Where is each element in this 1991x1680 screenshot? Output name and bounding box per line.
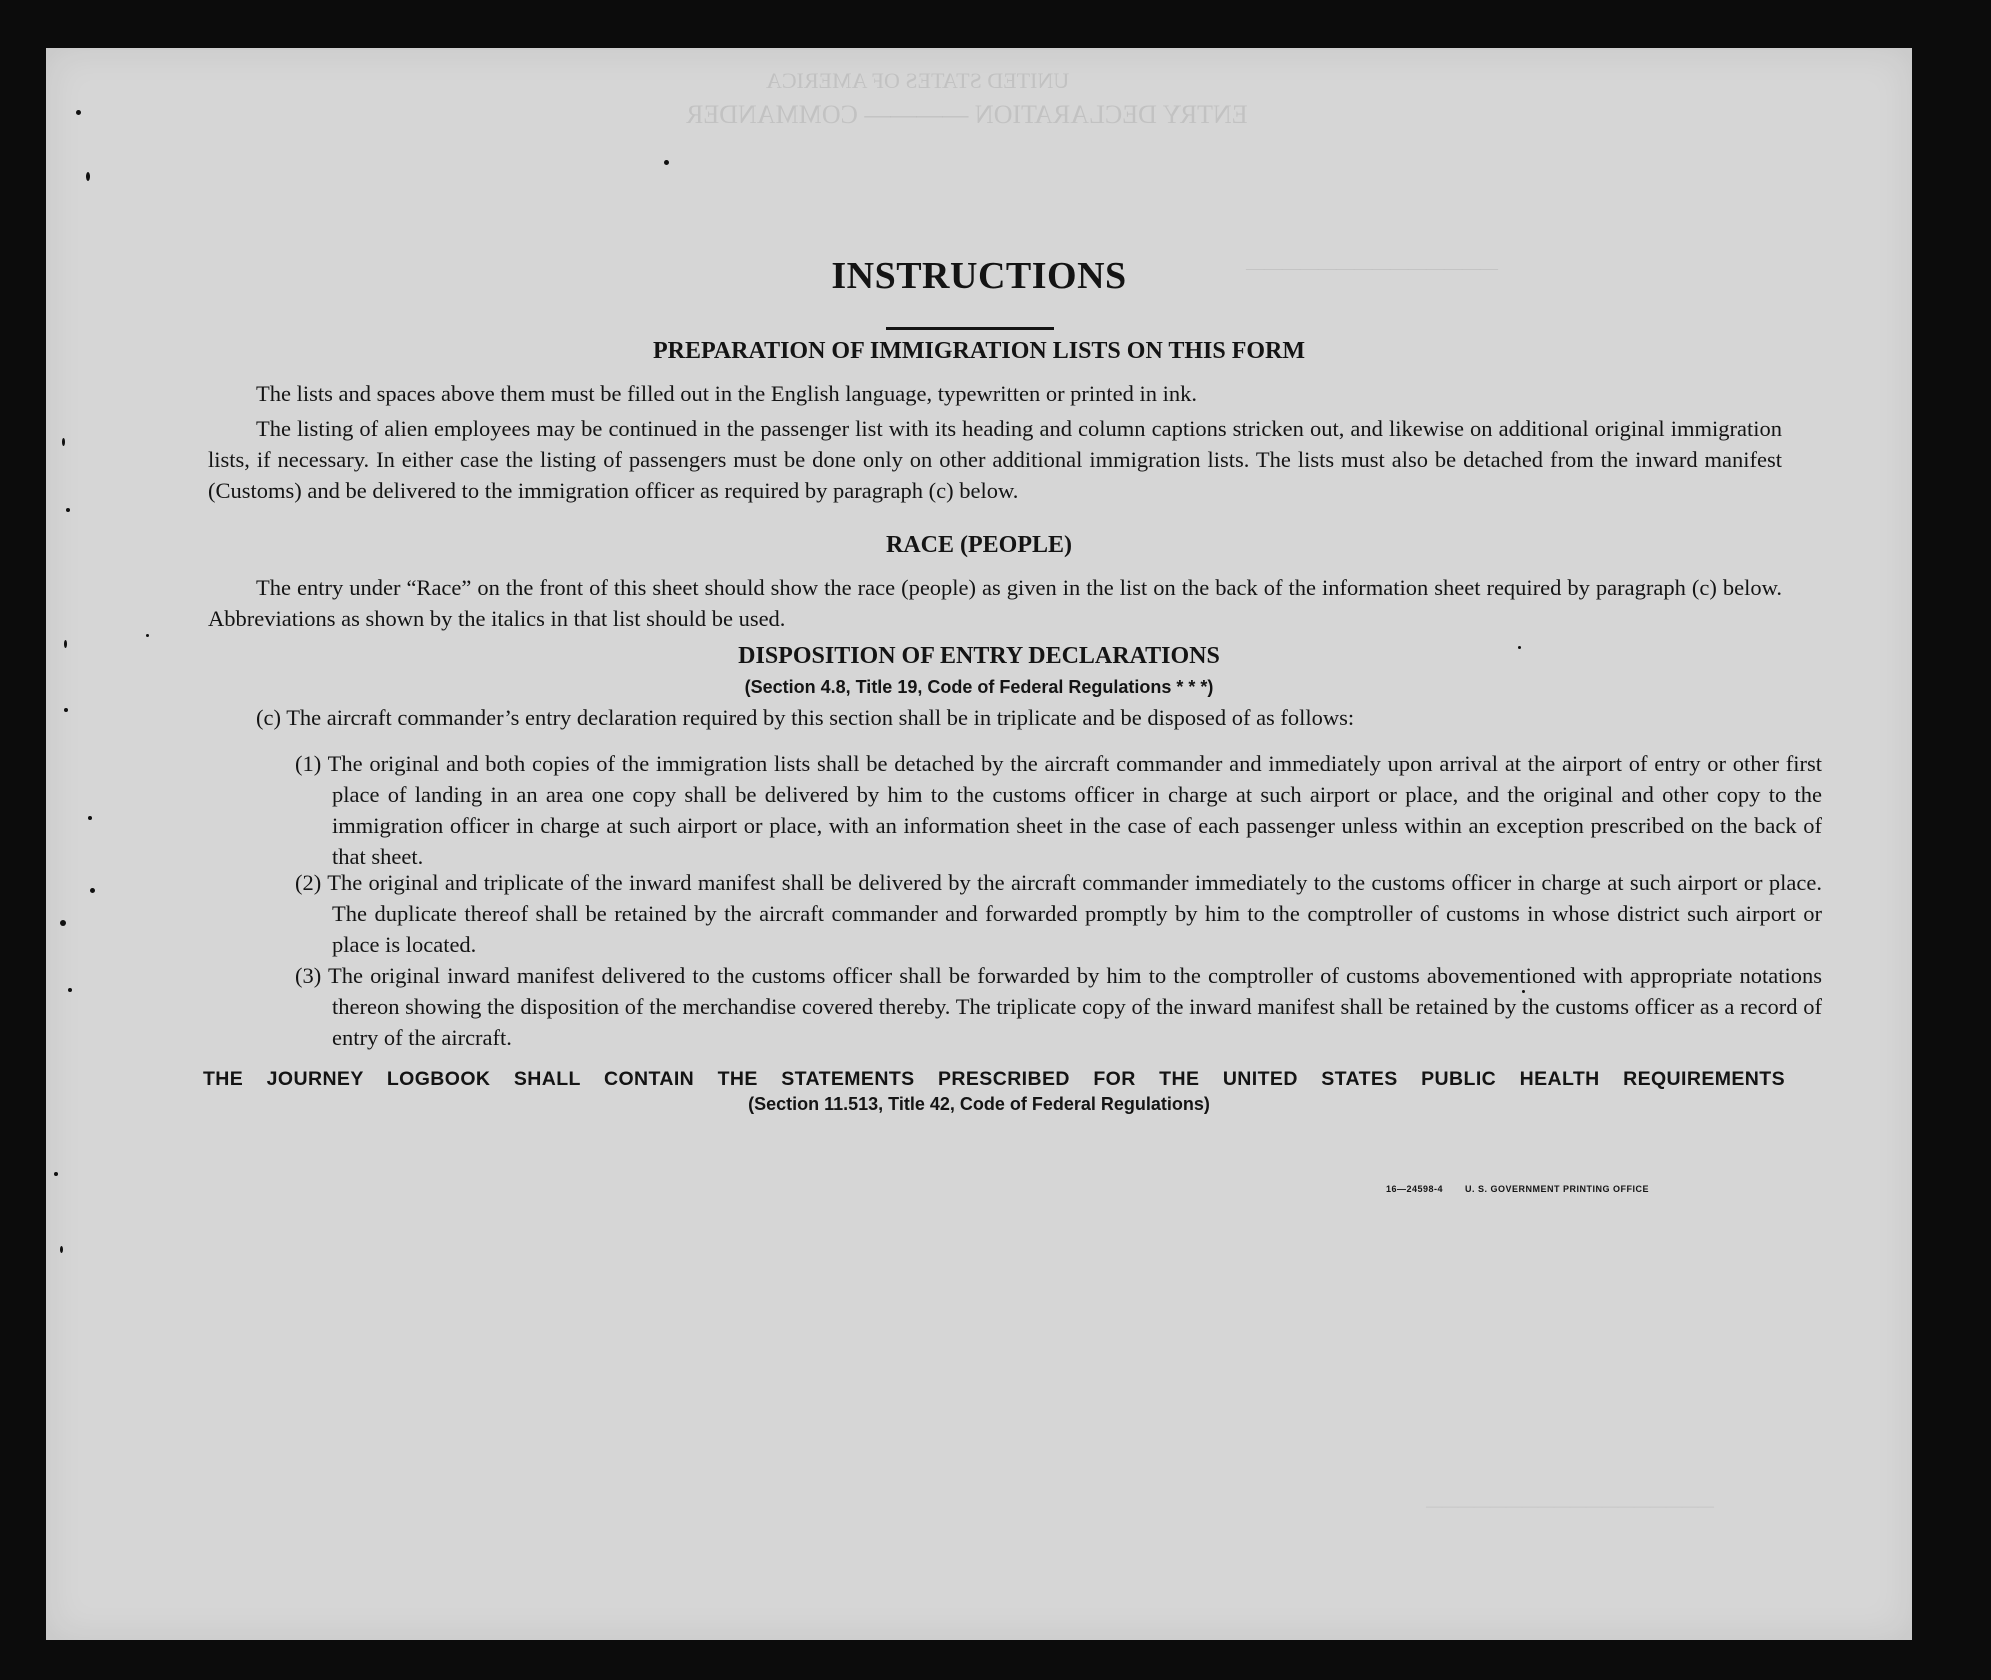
section-heading-race: RACE (PEOPLE) [886, 532, 1072, 558]
speck-mark [62, 438, 65, 446]
speck-mark [68, 988, 72, 992]
speck-mark [60, 1246, 63, 1253]
speck-mark [64, 708, 68, 712]
speck-mark [1522, 990, 1525, 993]
footer-citation: (Section 11.513, Title 42, Code of Federal Regulations) [748, 1094, 1210, 1114]
document-page [46, 48, 1912, 1640]
preparation-paragraph-2 [208, 413, 1782, 506]
speck-mark [66, 508, 70, 512]
preparation-paragraph-1 [208, 378, 1782, 409]
race-paragraph-text: The entry under “Race” on the front of this sheet should show the race (people) as given in the list on the back of the information sheet required by paragraph (c) below. Abbreviations as shown by the italics in that list should be used. [208, 575, 1782, 631]
print-code-printer: U. S. GOVERNMENT PRINTING OFFICE [1465, 1184, 1650, 1194]
section-heading-preparation: PREPARATION OF IMMIGRATION LISTS ON THIS FORM [652, 338, 1306, 364]
speck-mark [664, 160, 669, 165]
speck-mark [146, 634, 149, 637]
disposition-intro-text: (c) The aircraft commander’s entry declaration required by this section shall be in triplicate and be disposed of as follows: [256, 705, 1355, 730]
speck-mark [1518, 646, 1521, 649]
bleed-through-text: ENTRY DECLARATION ———— COMMANDER [686, 100, 1248, 129]
bleed-through-text: UNITED STATES OF AMERICA [766, 68, 1070, 93]
disposition-item-2: (2) The original and triplicate of the inward manifest shall be delivered by the aircraft commander immediately to the customs officer in charge at such airport or place. The duplicate thereof shall be retained by the aircraft commander and forwarded promptly by him to the comptroller of customs in whose district such airport or place is located. [295, 870, 1822, 957]
speck-mark [60, 920, 66, 926]
disposition-citation: (Section 4.8, Title 19, Code of Federal Regulations * * *) [744, 677, 1214, 697]
disposition-item-3: (3) The original inward manifest delivered to the customs officer shall be forwarded by him to the comptroller of customs abovementioned with appropriate notations thereon showing the disposition of the merchandise covered thereby. The triplicate copy of the inward manifest shall be retained by the customs officer as a record of entry of the aircraft. [295, 963, 1822, 1050]
preparation-paragraph-1-text: The lists and spaces above them must be filled out in the English language, typewritten or printed in ink. [256, 381, 1198, 406]
speck-mark [90, 888, 95, 893]
disposition-intro [208, 702, 1782, 733]
speck-mark [76, 110, 81, 115]
section-heading-disposition: DISPOSITION OF ENTRY DECLARATIONS [738, 643, 1220, 669]
bleed-through-text: —————————————— [1246, 258, 1498, 278]
page-title: INSTRUCTIONS [831, 255, 1127, 297]
printing-office-code [1386, 1184, 1649, 1194]
title-underline [886, 327, 1054, 330]
speck-mark [64, 640, 67, 648]
disposition-item-1: (1) The original and both copies of the immigration lists shall be detached by the aircraft commander and immediately upon arrival at the airport of entry or other first place of landing in an area one copy shall be delivered by him to the customs officer in charge at such airport or place, and the original and other copy to the immigration officer in charge at such airport or place, with an information sheet in the case of each passenger unless within an exception prescribed on the back of that sheet. [295, 751, 1822, 869]
bleed-through-text: —————————————————— [1426, 1498, 1714, 1515]
race-paragraph [208, 572, 1782, 634]
speck-mark [54, 1172, 58, 1176]
print-code-number: 16—24598-4 [1386, 1184, 1444, 1194]
speck-mark [86, 172, 90, 181]
speck-mark [88, 816, 92, 820]
preparation-paragraph-2-text: The listing of alien employees may be continued in the passenger list with its heading and column captions stricken out, and likewise on additional original immigration lists, if necessary. In either case the listing of passengers must be done only on other additional immigration lists. The lists must also be detached from the inward manifest (Customs) and be delivered to the immigration officer as required by paragraph (c) below. [208, 416, 1782, 503]
footer-statement: THE JOURNEY LOGBOOK SHALL CONTAIN THE STATEMENTS PRESCRIBED FOR THE UNITED STATES PUBLIC HEALTH REQUIREMENTS [203, 1068, 1785, 1090]
